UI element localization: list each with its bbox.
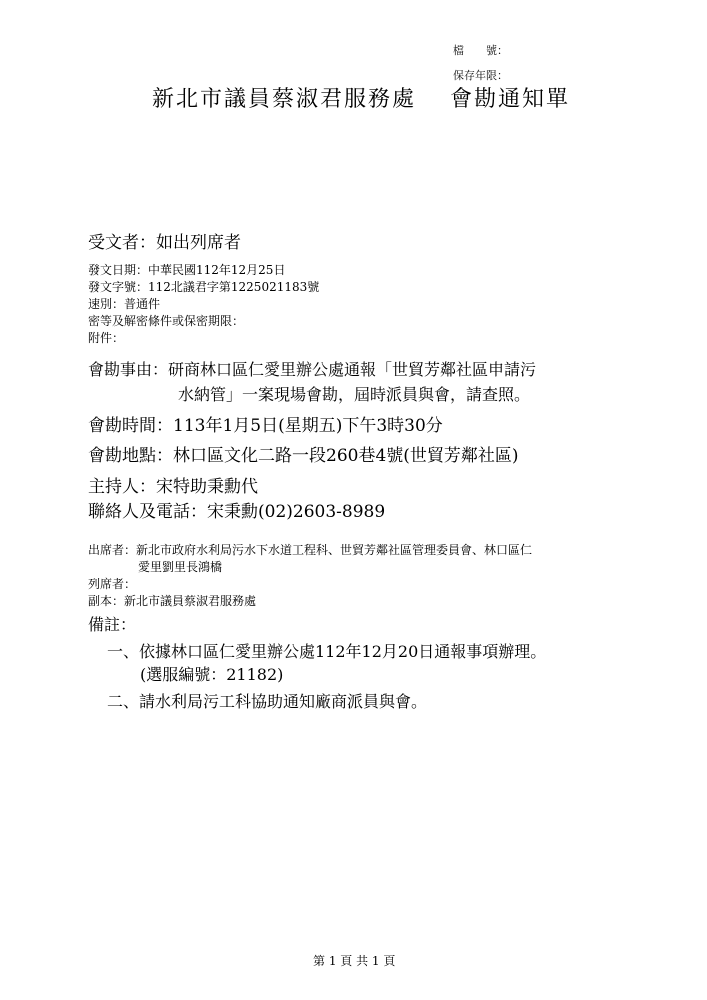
observers: 列席者： (88, 577, 137, 591)
note-item-1: 一、依據林口區仁愛里辦公處112年12月20日通報事項辦理。 (107, 642, 547, 661)
subject-line-1: 會勘事由：研商林口區仁愛里辦公處通報「世貿芳鄰社區申請污 (88, 360, 537, 379)
title-office: 新北市議員蔡淑君服務處 (152, 87, 417, 112)
copy-to: 副本：新北市議員蔡淑君服務處 (88, 594, 257, 608)
delivery-speed: 速別：普通件 (88, 297, 161, 311)
issue-info (88, 262, 319, 347)
contact-info: 聯絡人及電話：宋秉勳(02)2603-8989 (88, 502, 386, 522)
document-number: 發文字號：112北議君字第1225021183號 (88, 280, 320, 294)
note-item-1-ref: (選服編號：21182) (140, 665, 284, 684)
subject-line-2: 水納管」一案現場會勘，屆時派員與會，請查照。 (178, 385, 531, 404)
issue-date: 發文日期：中華民國112年12月25日 (88, 263, 286, 277)
note-item-2: 二、請水利局污工科協助通知廠商派員與會。 (107, 692, 428, 711)
security-level: 密等及解密條件或保密期限： (88, 314, 245, 328)
page-title (152, 82, 570, 113)
inspection-time: 會勘時間：113年1月5日(星期五)下午3時30分 (88, 416, 443, 436)
file-number-label: 檔 號： (453, 44, 508, 57)
inspection-location: 會勘地點：林口區文化二路一段260巷4號(世貿芳鄰社區) (88, 446, 519, 466)
title-doc-type: 會勘通知單 (450, 87, 571, 112)
attachment: 附件： (88, 331, 125, 345)
attendees-line-1: 出席者：新北市政府水利局污水下水道工程科、世貿芳鄰社區管理委員會、林口區仁 (88, 543, 533, 557)
attendees-line-2: 愛里劉里長鴻橋 (138, 560, 223, 574)
page-number: 第 1 頁 共 1 頁 (313, 954, 396, 968)
recipient: 受文者：如出列席者 (88, 233, 241, 253)
notes-heading: 備註： (88, 615, 137, 634)
host: 主持人：宋特助秉勳代 (88, 477, 258, 497)
retention-period-label: 保存年限： (453, 69, 508, 82)
